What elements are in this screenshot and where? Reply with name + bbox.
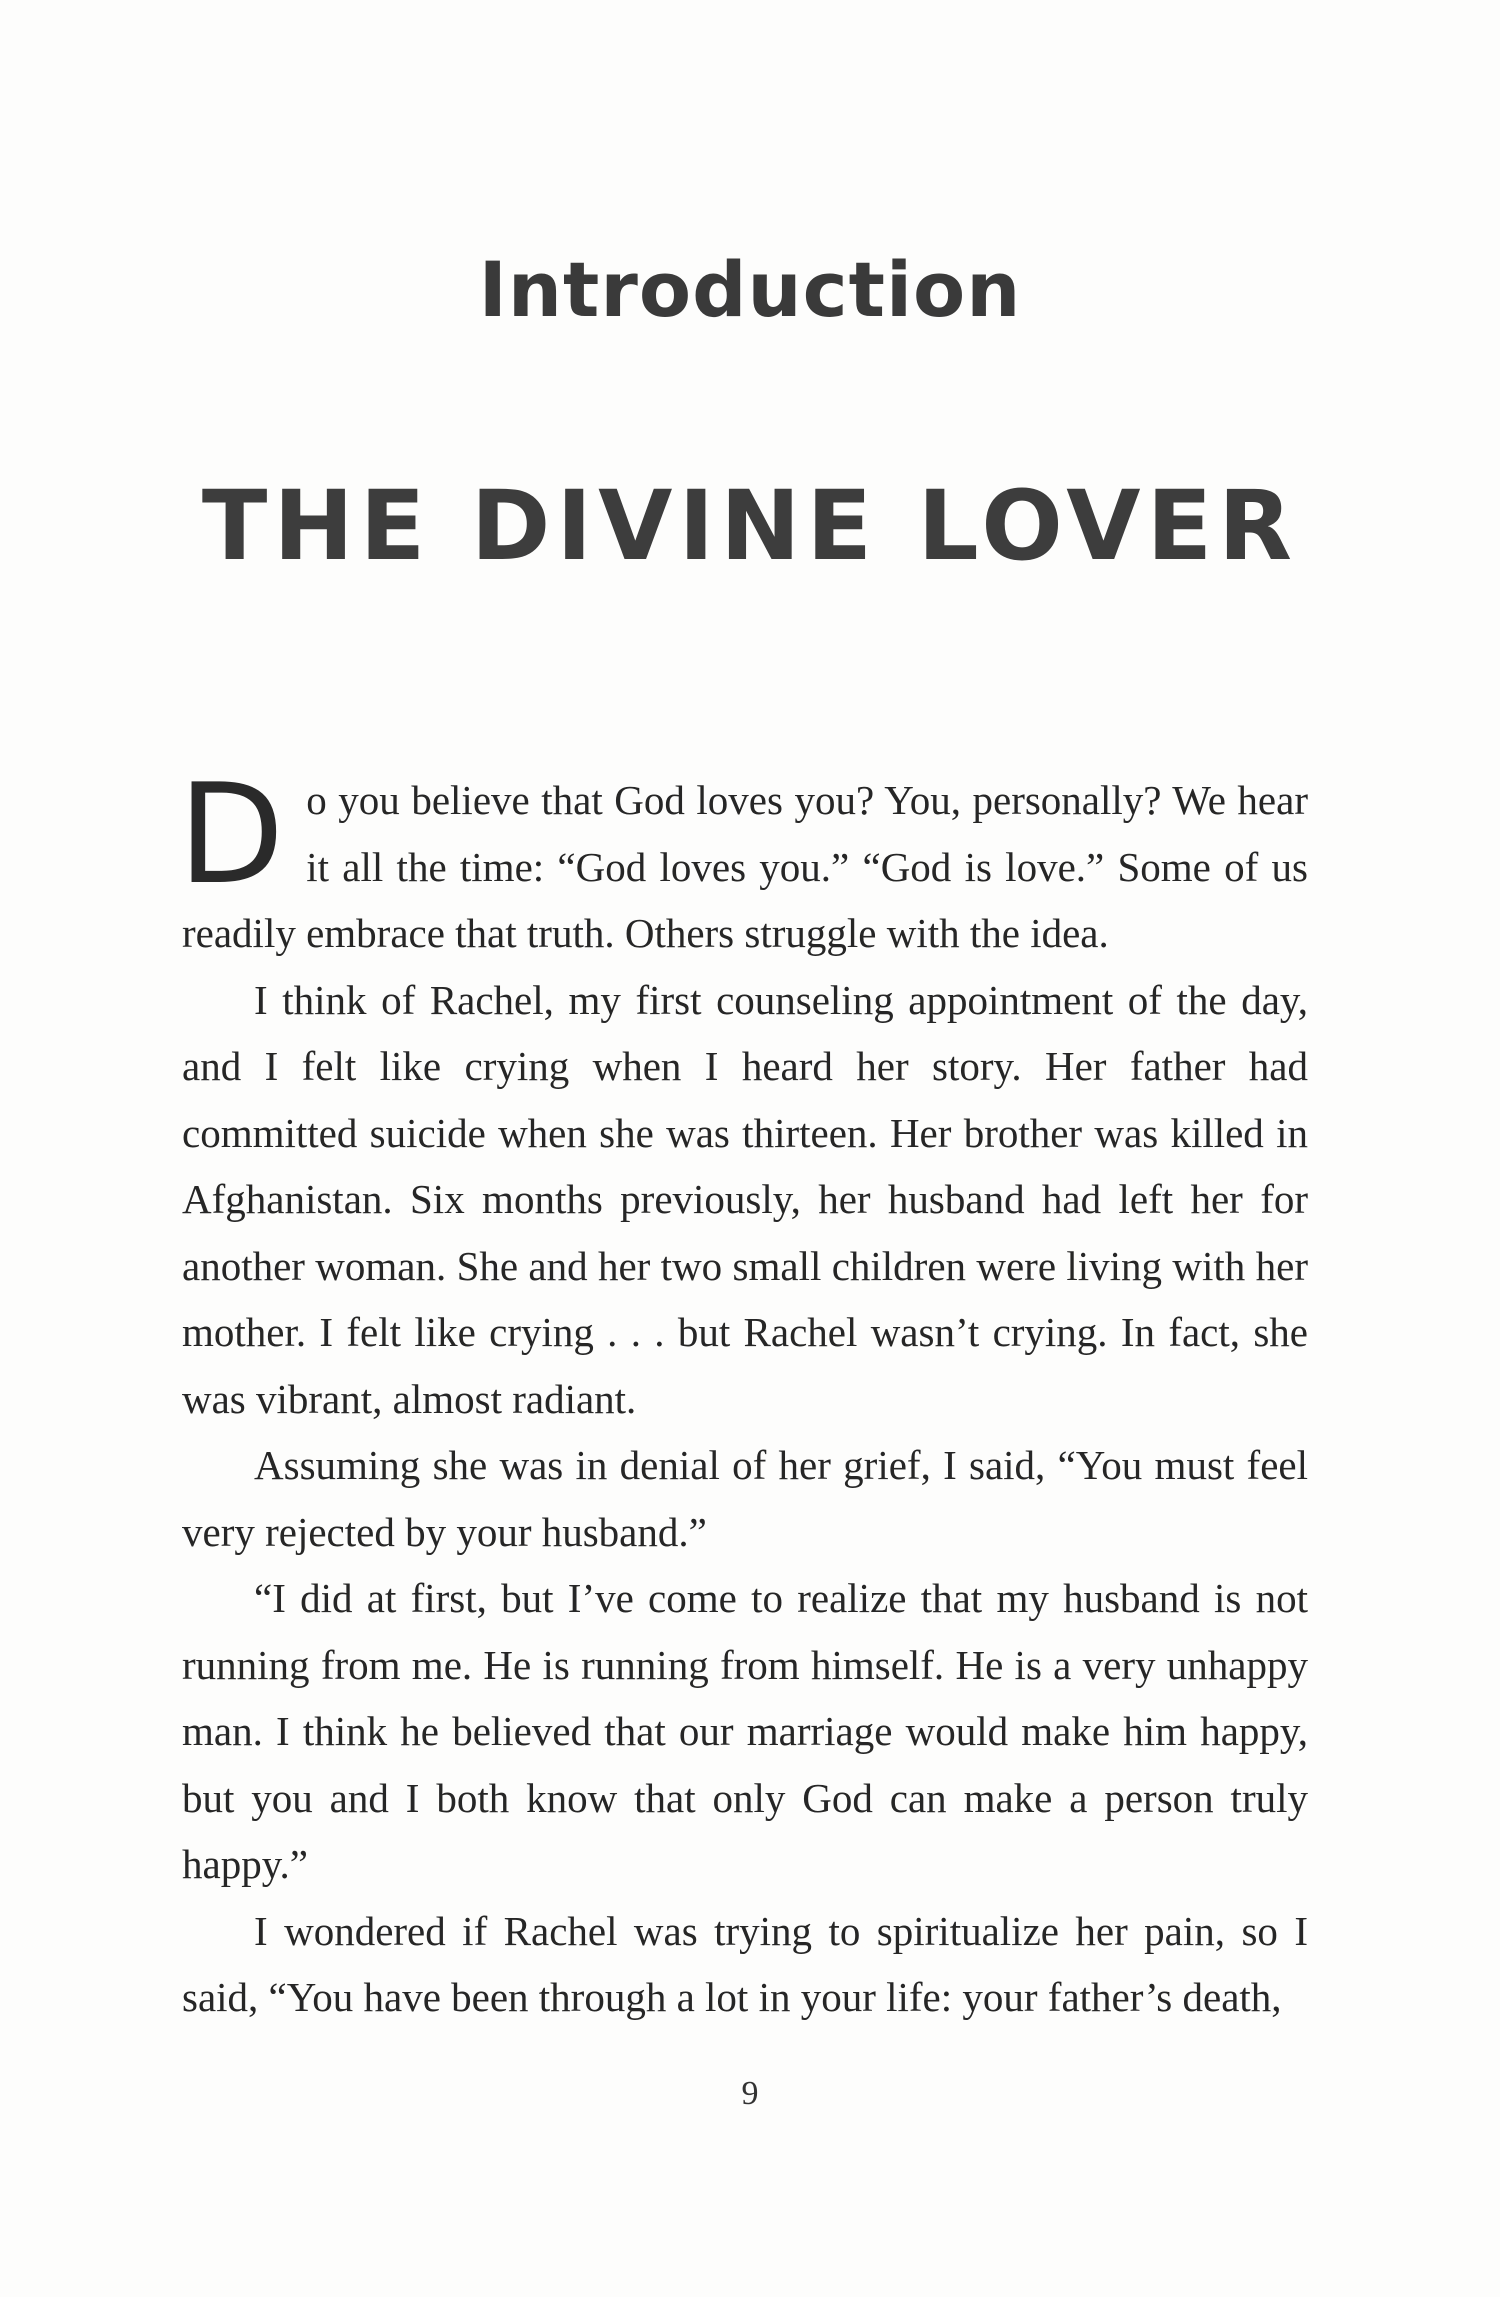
paragraph: I wondered if Rachel was trying to spiritualize her pain, so I said, “You have been through a lot in your life: your father’s death, [182,1907,1308,2020]
chapter-label: Introduction [478,245,1022,334]
paragraph: Assuming she was in denial of her grief, I said, “You must feel very rejected by your husband.” [182,1442,1308,1555]
page-number: 9 [741,2075,759,2112]
paragraph [178,754,1308,967]
paragraph: I think of Rachel, my first counseling appointment of the day, and I felt like crying when I heard her story. Her father had committed suicide when she was thirteen. Her brother was killed in Afghanistan. Six months previously, her husband had left her for another woman. She and her two small children were living with her mother. I felt like crying . . . but Rachel wasn’t crying. In fact, she was vibrant, almost radiant. [182,976,1308,1422]
chapter-title: THE DIVINE LOVER [201,470,1299,582]
drop-cap: D [178,754,285,915]
paragraph: “I did at first, but I’ve come to realize that my husband is not running from me. He is running from himself. He is a very unhappy man. I think he believed that our marriage would make him happy, but you and I both know that only God can make a person truly happy.” [182,1575,1308,1887]
body-text [178,754,1308,2031]
paragraph-text: o you believe that God loves you? You, personally? We hear it all the time: “God loves you.” “God is love.” Some of us readily embrace that truth. Others struggle with the idea. [182,777,1308,956]
